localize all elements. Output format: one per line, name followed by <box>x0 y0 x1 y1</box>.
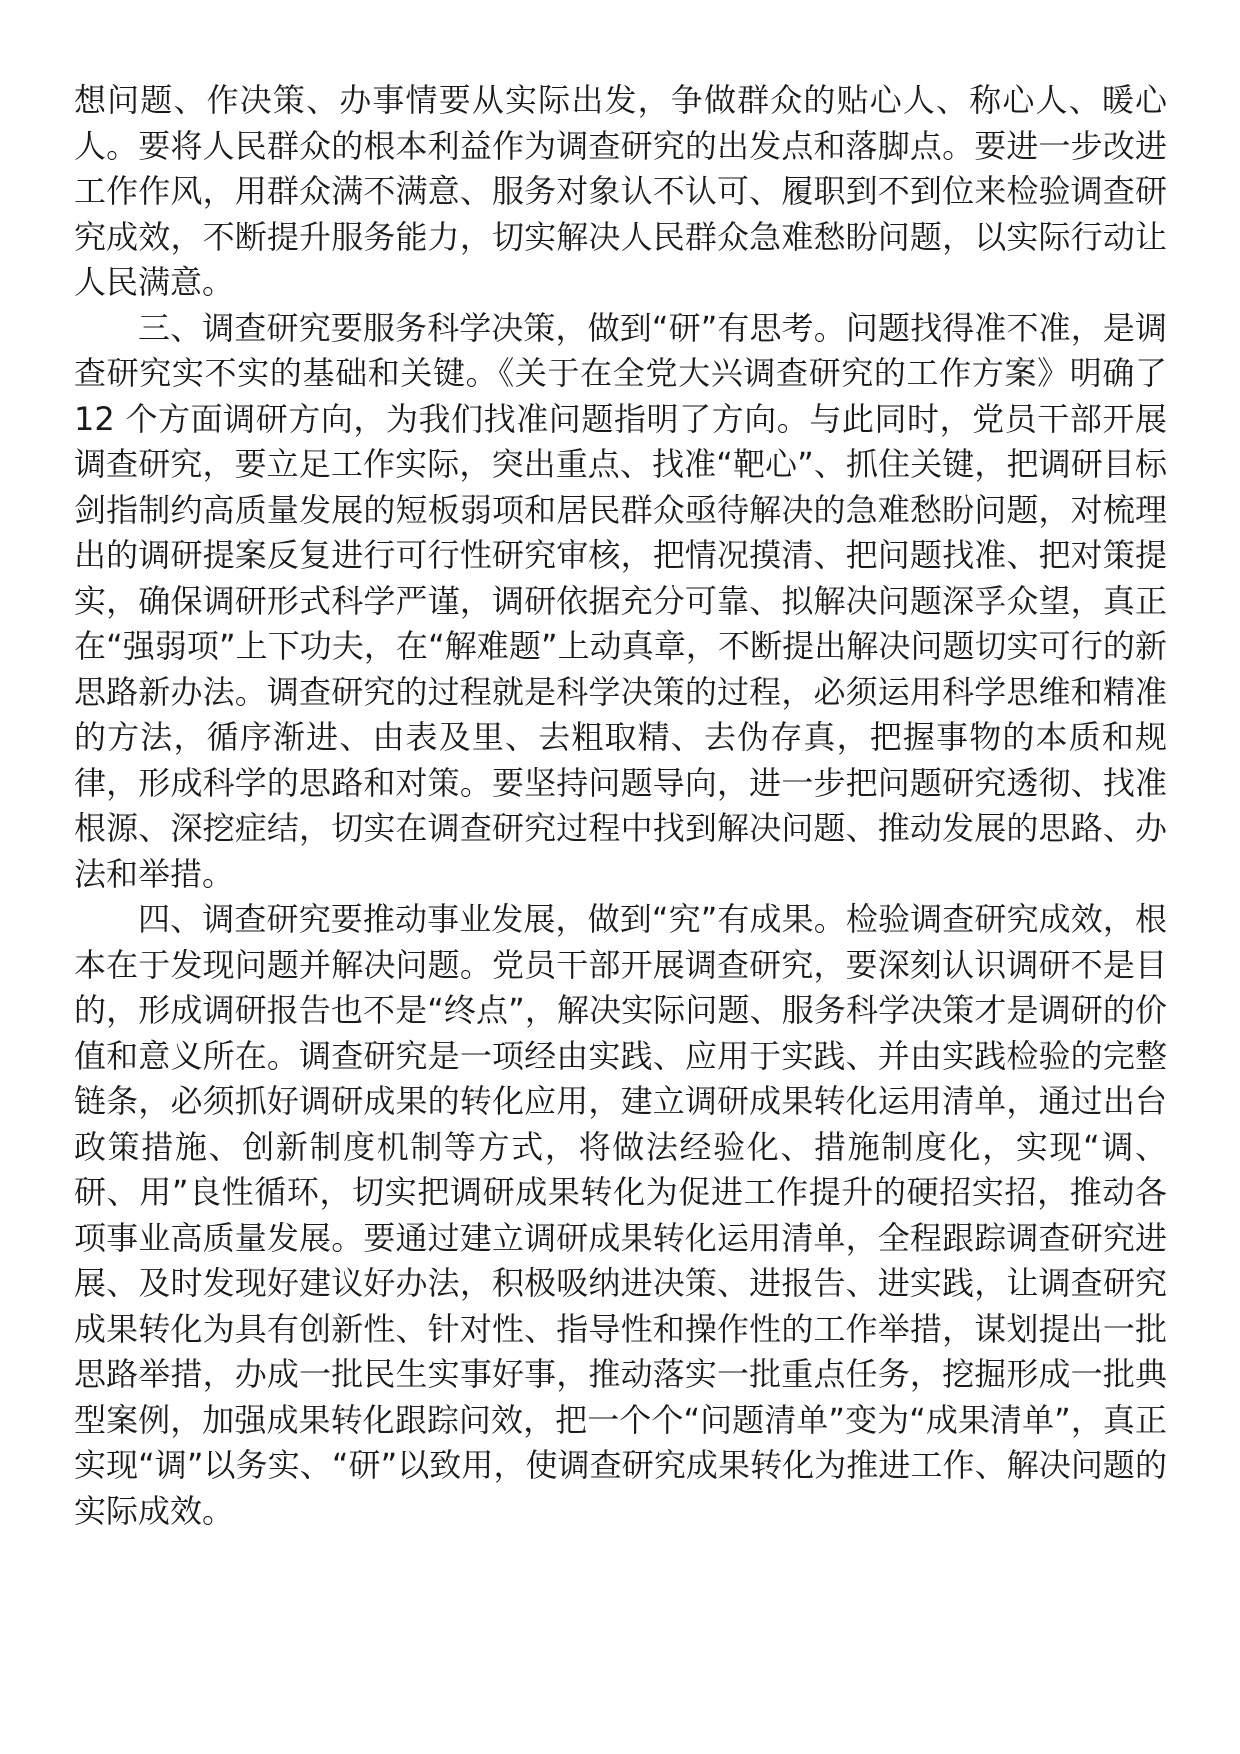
paragraph-section-four <box>74 897 1167 1534</box>
paragraph-2-text: 问题找得准不准，是调查研究实不实的基础和关键。《关于在全党大兴调查研究的工作方案》明确了 12 个方面调研方向，为我们找准问题指明了方向。与此同时，党员干部开展调查研究，要立足工作实际，突出重点、找准“靶心”、抓住关键，把调研目标剑指制约高质量发展的短板弱项和居民群众亟待解决的急难愁盼问题，对梳理出的调研提案反复进行可行性研究审核，把情况摸清、把问题找准、把对策提实，确保调研形式科学严谨，调研依据充分可靠、拟解决问题深孚众望，真正在“强弱项”上下功夫，在“解难题”上动真章，不断提出解决问题切实可行的新思路新办法。调查研究的过程就是科学决策的过程，必须运用科学思维和精准的方法，循序渐进、由表及里、去粗取精、去伪存真，把握事物的本质和规律，形成科学的思路和对策。要坚持问题导向，进一步把问题研究透彻、找准根源、深挖症结，切实在调查研究过程中找到解决问题、推动发展的思路、办法和举措。 <box>74 308 1167 893</box>
paragraph-1-text: 想问题、作决策、办事情要从实际出发，争做群众的贴心人、称心人、暖心人。要将人民群众的根本利益作为调查研究的出发点和落脚点。要进一步改进工作作风，用群众满不满意、服务对象认不认可、履职到不到位来检验调查研究成效，不断提升服务能力，切实解决人民群众急难愁盼问题，以实际行动让人民满意。 <box>74 81 1167 301</box>
section-three-heading: 三、调查研究要服务科学决策，做到“研”有思考。 <box>138 308 846 347</box>
document-body <box>74 78 1167 1534</box>
section-four-heading: 四、调查研究要推动事业发展，做到“究”有成果。 <box>138 900 846 938</box>
paragraph-continuation <box>74 78 1167 306</box>
paragraph-section-three <box>74 306 1167 898</box>
paragraph-3-text: 检验调查研究成效，根本在于发现问题并解决问题。党员干部开展调查研究，要深刻认识调研不是目的，形成调研报告也不是“终点”，解决实际问题、服务科学决策才是调研的价值和意义所在。调查研究是一项经由实践、应用于实践、并由实践检验的完整链条，必须抓好调研成果的转化应用，建立调研成果转化运用清单，通过出台政策措施、创新制度机制等方式，将做法经验化、措施制度化，实现“调、研、用”良性循环，切实把调研成果转化为促进工作提升的硬招实招，推动各项事业高质量发展。要通过建立调研成果转化运用清单，全程跟踪调查研究进展、及时发现好建议好办法，积极吸纳进决策、进报告、进实践，让调查研究成果转化为具有创新性、针对性、指导性和操作性的工作举措，谋划提出一批思路举措，办成一批民生实事好事，推动落实一批重点任务，挖掘形成一批典型案例，加强成果转化跟踪问效，把一个个“问题清单”变为“成果清单”，真正实现“调”以务实、“研”以致用，使调查研究成果转化为推进工作、解决问题的实际成效。 <box>74 900 1167 1530</box>
